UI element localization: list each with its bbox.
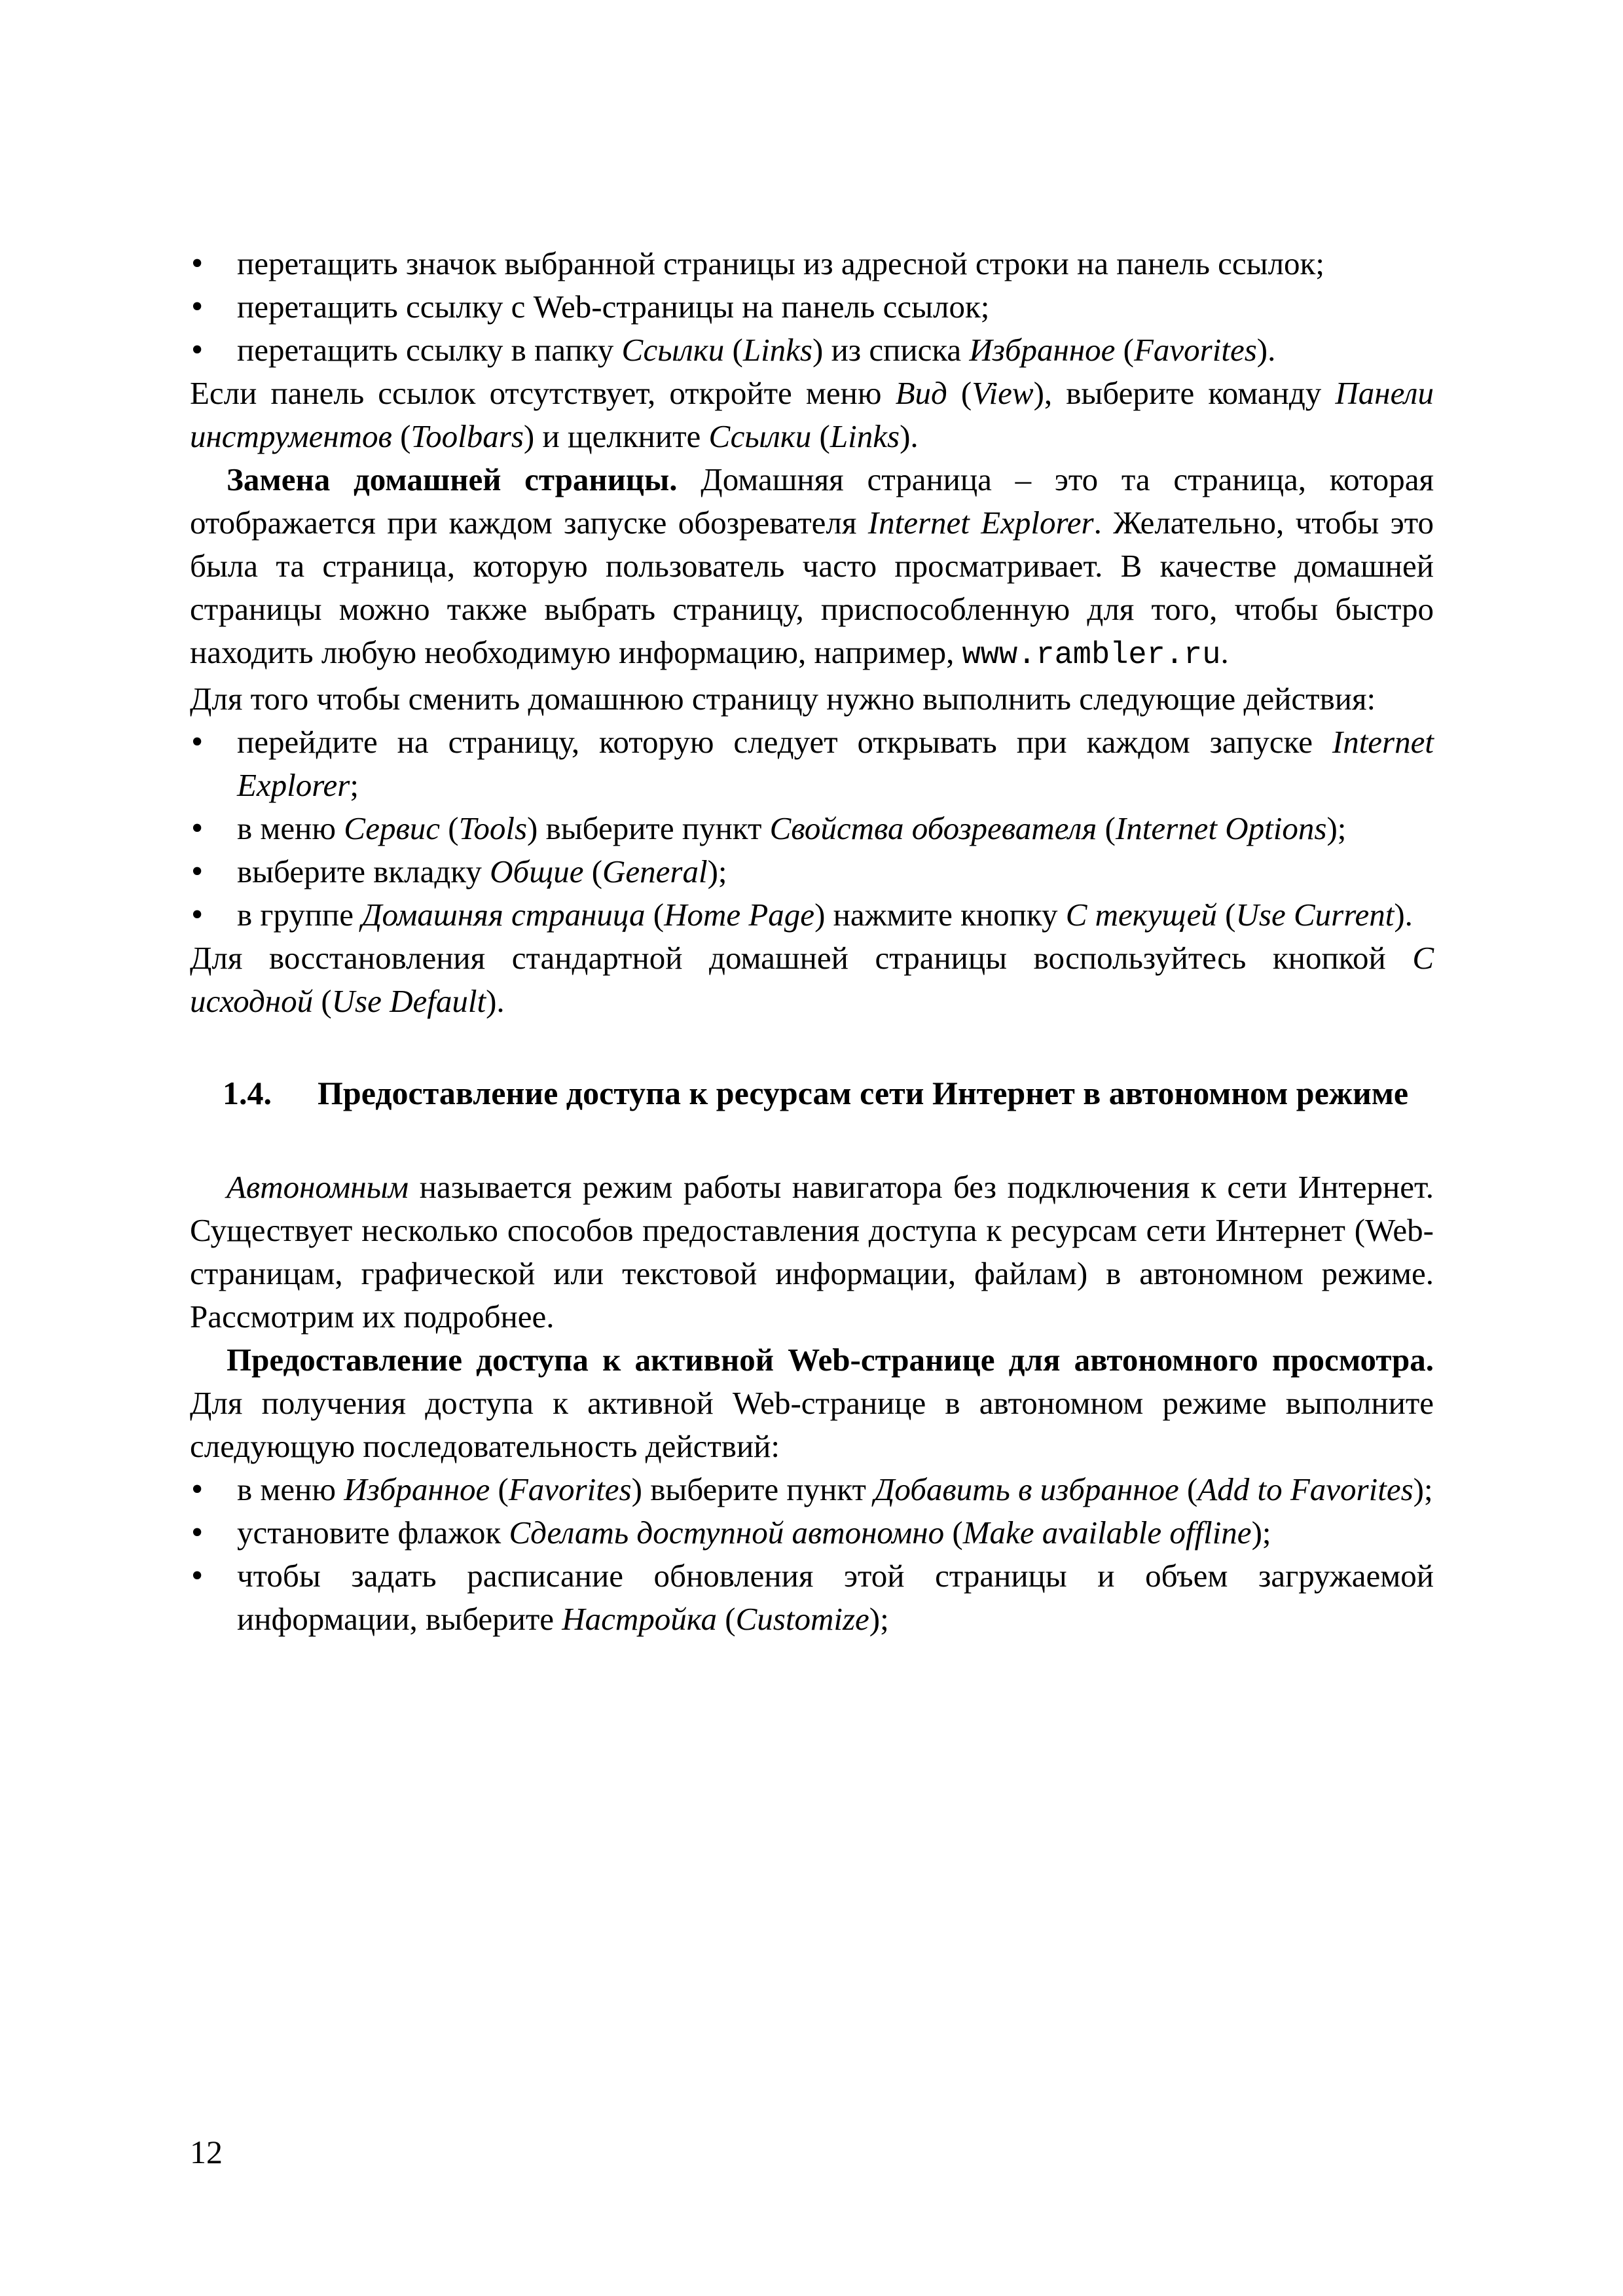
links-panel-paragraph: Если панель ссылок отсутствует, откройте меню Вид (View), выберите команду Панели инструментов (Toolbars) и щелкните Ссылки (Links).	[190, 375, 1434, 454]
list-item: • в группе Домашняя страница (Home Page) нажмите кнопку С текущей (Use Current).	[190, 893, 1434, 937]
rambler-url: www.rambler.ru	[962, 638, 1221, 673]
home-page-heading: Замена домашней страницы.	[227, 461, 678, 497]
section-title: Предоставление доступа к ресурсам сети Интернет в автономном режиме	[318, 1075, 1409, 1111]
list-item: • установите флажок Сделать доступной автономно (Make available offline);	[190, 1511, 1434, 1554]
offline-mode-paragraph: Автономным называется режим работы навигатора без подключения к сети Интернет. Существует несколько способов предоставления доступа к ресурсам сети Интернет (Web-страницам, графической или текстовой информации, файлам) в автономном режиме. Рассмотрим их подробнее.	[190, 1169, 1434, 1335]
page-number: 12	[190, 2134, 223, 2170]
home-page-paragraph: Замена домашней страницы. Домашняя страница – это та страница, которая отображается при каждом запуске обозревателя Internet Explorer. Желательно, чтобы это была та страница, которую пользователь часто просматривает. В качестве домашней страницы можно также выбрать страницу, приспособленную для того, чтобы быстро находить любую необходимую информацию, например, www.rambler.ru.	[190, 461, 1434, 673]
list-item: • перетащить ссылку с Web-страницы на панель ссылок;	[190, 285, 1434, 329]
list-item: • выберите вкладку Общие (General);	[190, 850, 1434, 893]
list-item: • перетащить значок выбранной страницы из адресной строки на панель ссылок;	[190, 242, 1434, 285]
active-page-paragraph: Предоставление доступа к активной Web-странице для автономного просмотра. Для получения доступа к активной Web-странице в автономном режиме выполните следующую последовательность действий:	[190, 1342, 1434, 1464]
active-page-heading: Предоставление доступа к активной Web-странице для автономного просмотра.	[227, 1342, 1434, 1378]
section-heading	[190, 1071, 1434, 1115]
page-content	[190, 242, 1434, 1641]
change-home-paragraph: Для того чтобы сменить домашнюю страницу нужно выполнить следующие действия:	[190, 681, 1376, 717]
section-number: 1.4.	[223, 1075, 272, 1111]
list-item: • чтобы задать расписание обновления этой страницы и объем загружаемой информации, выберите Настройка (Customize);	[190, 1554, 1434, 1641]
bullet-list-home	[190, 721, 1434, 937]
bullet-list-links	[190, 242, 1434, 372]
list-item: • перетащить ссылку в папку Ссылки (Links) из списка Избранное (Favorites).	[190, 329, 1434, 372]
list-item: • в меню Сервис (Tools) выберите пункт Свойства обозревателя (Internet Options);	[190, 807, 1434, 850]
bullet-list-offline	[190, 1468, 1434, 1641]
list-item: • перейдите на страницу, которую следует открывать при каждом запуске Internet Explorer;	[190, 721, 1434, 807]
list-item: • в меню Избранное (Favorites) выберите пункт Добавить в избранное (Add to Favorites);	[190, 1468, 1434, 1511]
restore-default-paragraph: Для восстановления стандартной домашней страницы воспользуйтесь кнопкой С исходной (Use Default).	[190, 940, 1434, 1019]
